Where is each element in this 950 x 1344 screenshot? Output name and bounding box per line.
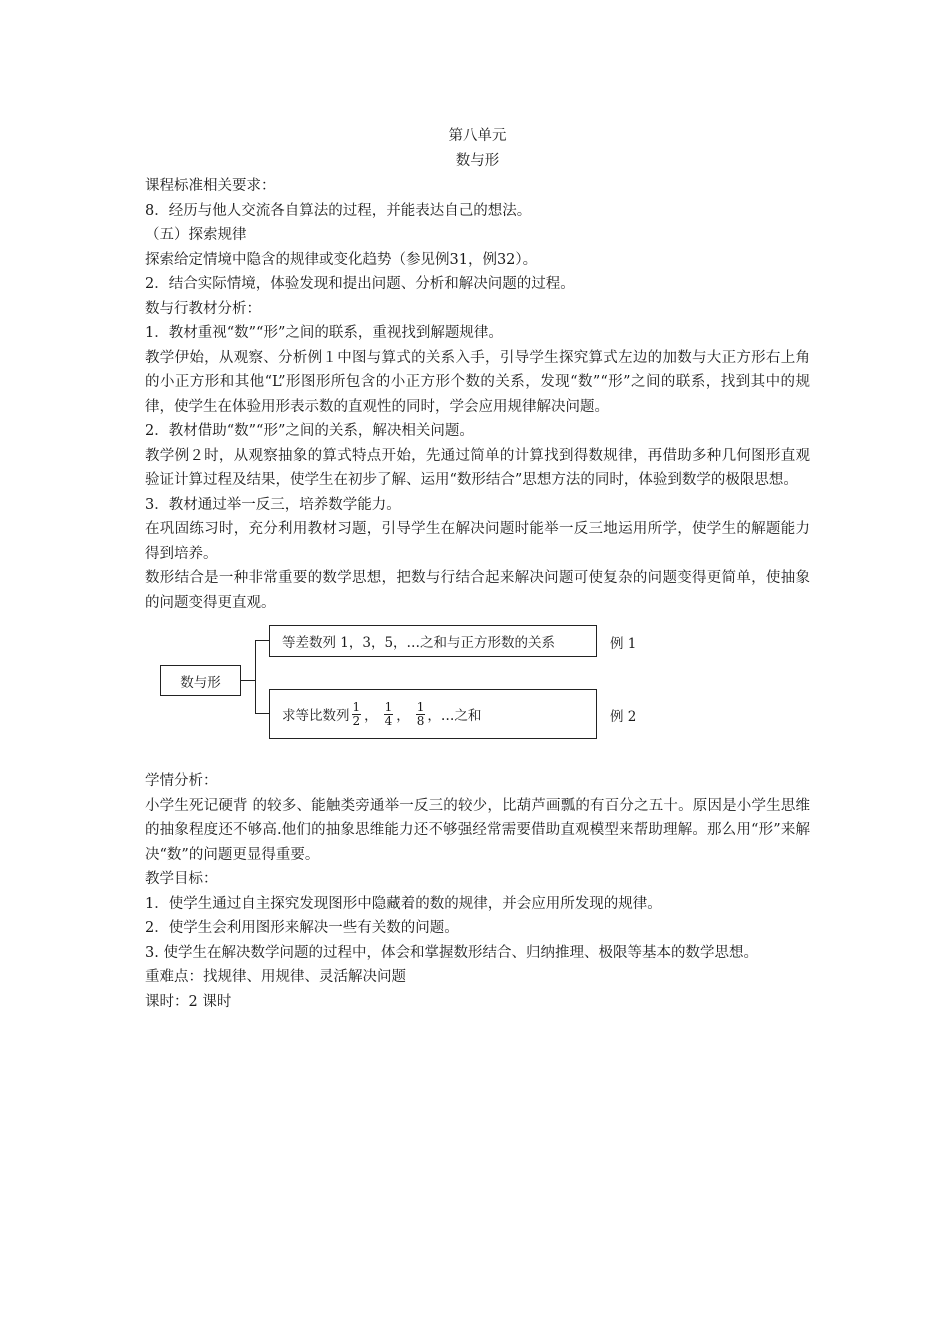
diagram-branch-1-box bbox=[269, 625, 597, 657]
paragraph: 2．教材借助“数”“形”之间的关系，解决相关问题。 bbox=[145, 423, 474, 439]
paragraph: 教学例２时，从观察抽象的算式特点开始，先通过简单的计算找到得数规律，再借助多种几何图形直观验证计算过程及结果，使学生在初步了解、运用“数形结合”思想方法的同时，体验到数学的极限思想。 bbox=[145, 447, 810, 488]
connector-line bbox=[255, 713, 269, 714]
paragraph: 小学生死记硬背 的较多、能触类旁通举一反三的较少，比葫芦画瓢的有百分之五十。原因是小学生思维的抽象程度还不够高.他们的抽象思维能力还不够强经常需要借助直观模型来帮助理解。那么用“形”来解决“数”的问题更显得重要。 bbox=[145, 797, 810, 863]
paragraph: 1．使学生通过自主探究发现图形中隐藏着的数的规律，并会应用所发现的规律。 bbox=[145, 895, 662, 912]
paragraph: 3．教材通过举一反三，培养数学能力。 bbox=[145, 496, 401, 513]
unit-title: 第八单元 bbox=[448, 128, 507, 144]
connector-line bbox=[255, 640, 269, 641]
topic-title: 数与形 bbox=[455, 153, 500, 169]
connector-line bbox=[241, 680, 255, 681]
concept-diagram bbox=[145, 625, 810, 765]
key-points: 重难点：找规律、用规律、灵活解决问题 bbox=[145, 969, 406, 985]
section-heading-textbook-analysis: 数与行教材分析： bbox=[145, 300, 261, 317]
paragraph: 2．结合实际情境，体验发现和提出问题、分析和解决问题的过程。 bbox=[145, 276, 575, 292]
paragraph: 教学伊始，从观察、分析例１中图与算式的关系入手，引导学生探究算式左边的加数与大正方形右上角的小正方形和其他“L”形图形所包含的小正方形个数的关系，发现“数”“形”之间的联系，找到其中的规律，使学生在体验用形表示数的直观性的同时，学会应用规律解决问题。 bbox=[145, 349, 810, 415]
branch-2-example: 例 2 bbox=[610, 709, 637, 725]
connector-line bbox=[255, 640, 256, 714]
separator: ， bbox=[364, 708, 378, 724]
paragraph: 探索给定情境中隐含的规律或变化趋势（参见例31，例32）。 bbox=[145, 251, 538, 268]
branch-1-example: 例 1 bbox=[610, 636, 637, 652]
branch-2-suffix: ，…之和 bbox=[427, 708, 482, 724]
section-heading-objectives: 教学目标： bbox=[145, 871, 218, 887]
paragraph: 8．经历与他人交流各自算法的过程，并能表达自己的想法。 bbox=[145, 202, 532, 219]
paragraph: 2．使学生会利用图形来解决一些有关数的问题。 bbox=[145, 920, 459, 936]
document-page bbox=[145, 124, 810, 1014]
paragraph: 在巩固练习时，充分利用教材习题，引导学生在解决问题时能举一反三地运用所学，使学生的解题能力得到培养。 bbox=[145, 521, 810, 562]
fraction: $\frac{1}{4}$ bbox=[384, 699, 393, 728]
branch-1-text: 等差数列 1，3，5，…之和与正方形数的关系 bbox=[282, 635, 556, 651]
diagram-root-box: 数与形 bbox=[160, 665, 241, 696]
fraction: $\frac{1}{8}$ bbox=[416, 699, 425, 728]
separator: ， bbox=[396, 708, 410, 724]
diagram-branch-2-box bbox=[269, 689, 597, 739]
class-hours: 课时：2 课时 bbox=[145, 993, 232, 1010]
paragraph: 数形结合是一种非常重要的数学思想，把数与行结合起来解决问题可使复杂的问题变得更简单，使抽象的问题变得更直观。 bbox=[145, 570, 810, 611]
fraction: $\frac{1}{2}$ bbox=[352, 699, 361, 728]
section-heading-standards: 课程标准相关要求： bbox=[145, 178, 276, 194]
paragraph: 1．教材重视“数”“形”之间的联系，重视找到解题规律。 bbox=[145, 325, 503, 341]
paragraph: 3. 使学生在解决数学问题的过程中，体会和掌握数形结合、归纳推理、极限等基本的数学思想。 bbox=[145, 944, 758, 961]
paragraph: （五）探索规律 bbox=[145, 227, 247, 243]
section-heading-student-analysis: 学情分析： bbox=[145, 773, 218, 789]
branch-2-prefix: 求等比数列 bbox=[282, 708, 350, 724]
